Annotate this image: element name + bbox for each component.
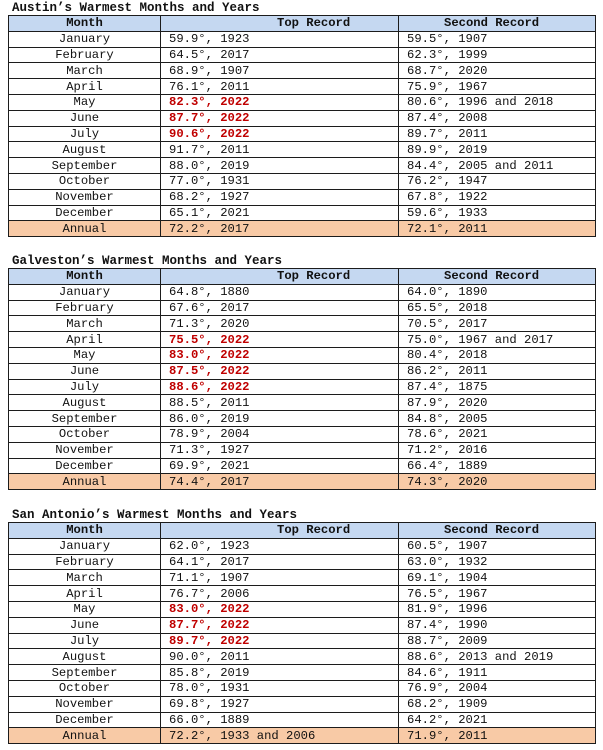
top-record-cell: 87.5°, 2022 — [161, 363, 399, 379]
header-row — [9, 16, 596, 32]
second-record-cell: 80.4°, 2018 — [399, 347, 596, 363]
top-record-cell: 72.2°, 1933 and 2006 — [161, 728, 399, 744]
second-record-cell: 84.6°, 1911 — [399, 665, 596, 681]
table-row — [9, 31, 596, 47]
table-row — [9, 458, 596, 474]
table-row — [9, 300, 596, 316]
month-cell: November — [9, 696, 161, 712]
top-record-cell: 91.7°, 2011 — [161, 142, 399, 158]
second-record-cell: 72.1°, 2011 — [399, 221, 596, 237]
table-row — [9, 554, 596, 570]
second-record-cell: 62.3°, 1999 — [399, 47, 596, 63]
top-record-cell: 62.0°, 1923 — [161, 538, 399, 554]
table-row — [9, 570, 596, 586]
month-cell: September — [9, 411, 161, 427]
top-record-cell: 90.6°, 2022 — [161, 126, 399, 142]
table-row — [9, 442, 596, 458]
second-record-cell: 63.0°, 1932 — [399, 554, 596, 570]
table-row — [9, 680, 596, 696]
top-record-cell: 77.0°, 1931 — [161, 173, 399, 189]
top-record-cell: 64.1°, 2017 — [161, 554, 399, 570]
top-record-cell: 87.7°, 2022 — [161, 110, 399, 126]
table-row — [9, 316, 596, 332]
second-record-cell: 84.4°, 2005 and 2011 — [399, 158, 596, 174]
table-row — [9, 411, 596, 427]
table-row — [9, 142, 596, 158]
annual-row — [9, 728, 596, 744]
second-record-cell: 59.5°, 1907 — [399, 31, 596, 47]
month-cell: August — [9, 395, 161, 411]
top-record-cell: 71.1°, 1907 — [161, 570, 399, 586]
top-record-cell: 68.9°, 1907 — [161, 63, 399, 79]
month-cell: August — [9, 142, 161, 158]
top-record-cell: 82.3°, 2022 — [161, 94, 399, 110]
second-record-cell: 75.9°, 1967 — [399, 79, 596, 95]
month-cell: May — [9, 347, 161, 363]
second-record-cell: 76.9°, 2004 — [399, 680, 596, 696]
top-record-cell: 66.0°, 1889 — [161, 712, 399, 728]
second-record-cell: 89.9°, 2019 — [399, 142, 596, 158]
second-record-cell: 81.9°, 1996 — [399, 601, 596, 617]
table-row — [9, 586, 596, 602]
top-record-cell: 64.5°, 2017 — [161, 47, 399, 63]
san-antonio-title: San Antonio’s Warmest Months and Years — [12, 508, 298, 522]
month-cell: February — [9, 47, 161, 63]
top-record-cell: 78.9°, 2004 — [161, 426, 399, 442]
month-cell: October — [9, 680, 161, 696]
table-row — [9, 189, 596, 205]
table-row — [9, 601, 596, 617]
top-record-cell: 76.7°, 2006 — [161, 586, 399, 602]
table-row — [9, 47, 596, 63]
top-record-cell: 88.5°, 2011 — [161, 395, 399, 411]
table-row — [9, 126, 596, 142]
second-record-cell: 71.2°, 2016 — [399, 442, 596, 458]
top-record-cell: 74.4°, 2017 — [161, 474, 399, 490]
month-cell: July — [9, 633, 161, 649]
month-cell: February — [9, 300, 161, 316]
top-record-cell: 89.7°, 2022 — [161, 633, 399, 649]
header-top-record: Top Record — [161, 523, 399, 539]
annual-row — [9, 474, 596, 490]
month-cell: May — [9, 601, 161, 617]
month-cell: September — [9, 158, 161, 174]
month-cell: October — [9, 173, 161, 189]
austin-table — [8, 15, 596, 237]
top-record-cell: 75.5°, 2022 — [161, 332, 399, 348]
top-record-cell: 72.2°, 2017 — [161, 221, 399, 237]
header-second-record: Second Record — [399, 269, 596, 285]
top-record-cell: 88.0°, 2019 — [161, 158, 399, 174]
table-row — [9, 617, 596, 633]
month-cell: June — [9, 110, 161, 126]
table-row — [9, 158, 596, 174]
header-top-record: Top Record — [161, 16, 399, 32]
top-record-cell: 67.6°, 2017 — [161, 300, 399, 316]
top-record-cell: 71.3°, 2020 — [161, 316, 399, 332]
month-cell: May — [9, 94, 161, 110]
second-record-cell: 86.2°, 2011 — [399, 363, 596, 379]
top-record-cell: 69.9°, 2021 — [161, 458, 399, 474]
month-cell: November — [9, 442, 161, 458]
second-record-cell: 71.9°, 2011 — [399, 728, 596, 744]
second-record-cell: 87.4°, 1990 — [399, 617, 596, 633]
header-row — [9, 269, 596, 285]
table-row — [9, 347, 596, 363]
second-record-cell: 64.2°, 2021 — [399, 712, 596, 728]
month-cell: February — [9, 554, 161, 570]
month-cell: July — [9, 126, 161, 142]
top-record-cell: 71.3°, 1927 — [161, 442, 399, 458]
galveston-title: Galveston’s Warmest Months and Years — [12, 254, 283, 268]
second-record-cell: 87.4°, 1875 — [399, 379, 596, 395]
table-row — [9, 665, 596, 681]
table-row — [9, 205, 596, 221]
second-record-cell: 65.5°, 2018 — [399, 300, 596, 316]
second-record-cell: 87.9°, 2020 — [399, 395, 596, 411]
month-cell: November — [9, 189, 161, 205]
second-record-cell: 69.1°, 1904 — [399, 570, 596, 586]
top-record-cell: 76.1°, 2011 — [161, 79, 399, 95]
table-row — [9, 696, 596, 712]
month-cell: December — [9, 712, 161, 728]
second-record-cell: 89.7°, 2011 — [399, 126, 596, 142]
annual-row — [9, 221, 596, 237]
table-row — [9, 332, 596, 348]
table-row — [9, 94, 596, 110]
second-record-cell: 67.8°, 1922 — [399, 189, 596, 205]
month-cell: September — [9, 665, 161, 681]
month-cell: January — [9, 538, 161, 554]
month-cell: December — [9, 205, 161, 221]
san-antonio-table — [8, 522, 596, 744]
top-record-cell: 85.8°, 2019 — [161, 665, 399, 681]
top-record-cell: 88.6°, 2022 — [161, 379, 399, 395]
table-row — [9, 395, 596, 411]
month-cell: June — [9, 617, 161, 633]
month-cell: April — [9, 332, 161, 348]
table-row — [9, 426, 596, 442]
second-record-cell: 64.0°, 1890 — [399, 284, 596, 300]
second-record-cell: 68.2°, 1909 — [399, 696, 596, 712]
month-cell: June — [9, 363, 161, 379]
second-record-cell: 70.5°, 2017 — [399, 316, 596, 332]
second-record-cell: 68.7°, 2020 — [399, 63, 596, 79]
month-cell: January — [9, 31, 161, 47]
month-cell: March — [9, 316, 161, 332]
second-record-cell: 59.6°, 1933 — [399, 205, 596, 221]
second-record-cell: 80.6°, 1996 and 2018 — [399, 94, 596, 110]
table-row — [9, 79, 596, 95]
table-row — [9, 538, 596, 554]
second-record-cell: 88.7°, 2009 — [399, 633, 596, 649]
top-record-cell: 90.0°, 2011 — [161, 649, 399, 665]
month-cell: July — [9, 379, 161, 395]
second-record-cell: 84.8°, 2005 — [399, 411, 596, 427]
second-record-cell: 78.6°, 2021 — [399, 426, 596, 442]
header-second-record: Second Record — [399, 523, 596, 539]
table-row — [9, 63, 596, 79]
top-record-cell: 59.9°, 1923 — [161, 31, 399, 47]
month-cell: January — [9, 284, 161, 300]
top-record-cell: 64.8°, 1880 — [161, 284, 399, 300]
month-cell: April — [9, 79, 161, 95]
table-row — [9, 379, 596, 395]
month-cell: Annual — [9, 474, 161, 490]
second-record-cell: 75.0°, 1967 and 2017 — [399, 332, 596, 348]
month-cell: December — [9, 458, 161, 474]
table-row — [9, 173, 596, 189]
header-second-record: Second Record — [399, 16, 596, 32]
austin-title: Austin’s Warmest Months and Years — [12, 1, 260, 15]
second-record-cell: 88.6°, 2013 and 2019 — [399, 649, 596, 665]
month-cell: March — [9, 63, 161, 79]
top-record-cell: 83.0°, 2022 — [161, 601, 399, 617]
header-month: Month — [9, 523, 161, 539]
top-record-cell: 83.0°, 2022 — [161, 347, 399, 363]
month-cell: August — [9, 649, 161, 665]
table-row — [9, 633, 596, 649]
second-record-cell: 66.4°, 1889 — [399, 458, 596, 474]
table-row — [9, 284, 596, 300]
table-row — [9, 363, 596, 379]
top-record-cell: 87.7°, 2022 — [161, 617, 399, 633]
top-record-cell: 78.0°, 1931 — [161, 680, 399, 696]
month-cell: Annual — [9, 221, 161, 237]
header-month: Month — [9, 16, 161, 32]
header-row — [9, 523, 596, 539]
second-record-cell: 76.2°, 1947 — [399, 173, 596, 189]
header-month: Month — [9, 269, 161, 285]
second-record-cell: 76.5°, 1967 — [399, 586, 596, 602]
top-record-cell: 68.2°, 1927 — [161, 189, 399, 205]
galveston-table — [8, 268, 596, 490]
second-record-cell: 87.4°, 2008 — [399, 110, 596, 126]
top-record-cell: 65.1°, 2021 — [161, 205, 399, 221]
table-row — [9, 712, 596, 728]
second-record-cell: 74.3°, 2020 — [399, 474, 596, 490]
table-row — [9, 110, 596, 126]
top-record-cell: 69.8°, 1927 — [161, 696, 399, 712]
second-record-cell: 60.5°, 1907 — [399, 538, 596, 554]
month-cell: Annual — [9, 728, 161, 744]
month-cell: October — [9, 426, 161, 442]
header-top-record: Top Record — [161, 269, 399, 285]
month-cell: March — [9, 570, 161, 586]
month-cell: April — [9, 586, 161, 602]
table-row — [9, 649, 596, 665]
top-record-cell: 86.0°, 2019 — [161, 411, 399, 427]
